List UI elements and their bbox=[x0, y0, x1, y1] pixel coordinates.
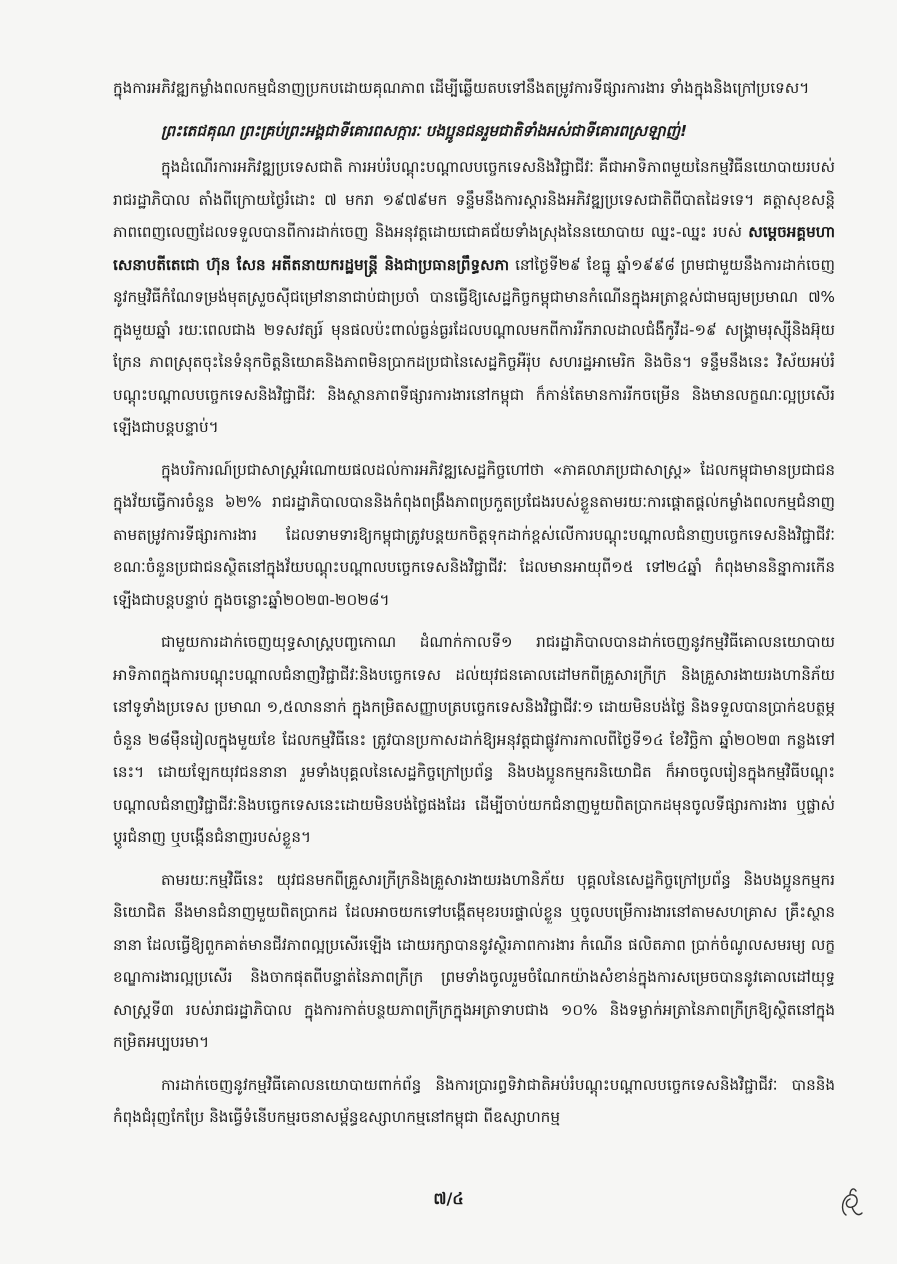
paragraph-5: តាមរយៈកម្មវិធីនេះ យុវជនមកពីគ្រួសារក្រីក្រនិងគ្រួសារងាយរងហានិភ័យ បុគ្គលនៃសេដ្ឋកិច្ចក្រៅប្រព័ន្ធ និងបងប្អូនកម្មករនិយោជិត នឹងមានជំនាញមួយពិតប្រាកដ ដែលអាចយកទៅបង្កើតមុខរបរផ្ទាល់ខ្លួន ឬចូលបម្រើការងារនៅតាមសហគ្រាស គ្រឹះស្ថាននានា ដែលធ្វើឱ្យពួកគាត់មានជីវភាពល្អប្រសើរឡើង ដោយរក្សាបាននូវស្ថិរភាពការងារ កំណើន ផលិតភាព ប្រាក់ចំណូលសមរម្យ លក្ខខណ្ឌការងារល្អប្រសើរ និងចាកផុតពីបន្ទាត់នៃភាពក្រីក្រ ព្រមទាំងចូលរួមចំណែកយ៉ាងសំខាន់ក្នុងការសម្រេចបាននូវគោលដៅយុទ្ធសាស្ត្រទី៣ របស់រាជរដ្ឋាភិបាល ក្នុងការកាត់បន្ថយភាពក្រីក្រក្នុងអត្រាទាបជាង ១០% និងទម្លាក់អត្រានៃភាពក្រីក្រឱ្យស្ថិតនៅក្នុងកម្រិតអប្បបរមា។ bbox=[113, 870, 835, 1051]
paragraph-2-start: ក្នុងដំណើរការអភិវឌ្ឍប្រទេសជាតិ ការអប់រំបណ្តុះបណ្តាលបច្ចេកទេសនិងវិជ្ជាជីវៈ គឺជាអាទិភាពមួយនៃកម្មវិធីនយោបាយរបស់រាជរដ្ឋាភិបាល តាំងពីក្រោយថ្ងៃរំដោះ ៧ មករា ១៩៧៩មក ទន្ទឹមនឹងការស្តារនិងអភិវឌ្ឍប្រទេសជាតិពីបាតដៃទទេ។ គត្តាសុខសន្តិភាពពេញលេញដែលទទួលបានពីការដាក់ចេញ និងអនុវត្តដោយជោគជ័យទាំងស្រុងនៃនយោបាយ ឈ្នះ-ឈ្នះ របស់ bbox=[113, 158, 835, 241]
paragraph-4: ជាមួយការដាក់ចេញយុទ្ធសាស្ត្របញ្ចកោណ ដំណាក់កាលទី១ រាជរដ្ឋាភិបាលបានដាក់ចេញនូវកម្មវិធីគោលនយោបាយអាទិភាពក្នុងការបណ្តុះបណ្តាលជំនាញវិជ្ជាជីវៈនិងបច្ចេកទេស ដល់យុវជនគោលដៅមកពីគ្រួសារក្រីក្រ និងគ្រួសារងាយរងហានិភ័យនៅទូទាំងប្រទេស ប្រមាណ ១,៥លាននាក់ ក្នុងកម្រិតសញ្ញាបត្របច្ចេកទេសនិងវិជ្ជាជីវៈ១ ដោយមិនបង់ថ្លៃ និងទទួលបានប្រាក់ឧបត្ថម្ភចំនួន ២៨ម៉ឺនរៀលក្នុងមួយខែ ដែលកម្មវិធីនេះ ត្រូវបានប្រកាសដាក់ឱ្យអនុវត្តជាផ្លូវការកាលពីថ្ងៃទី១៤ ខែវិច្ឆិកា ឆ្នាំ២០២៣ កន្លងទៅនេះ។ ដោយឡែកយុវជននានា រួមទាំងបុគ្គលនៃសេដ្ឋកិច្ចក្រៅប្រព័ន្ធ និងបងប្អូនកម្មករនិយោជិត ក៏អាចចូលរៀនក្នុងកម្មវិធីបណ្តុះបណ្តាលជំនាញវិជ្ជាជីវៈនិងបច្ចេកទេសនេះដោយមិនបង់ថ្លៃផងដែរ ដើម្បីចាប់យកជំនាញមួយពិតប្រាកដមុនចូលទីផ្សារការងារ ឬផ្លាស់ប្តូរជំនាញ ឬបង្កើនជំនាញរបស់ខ្លួន។ bbox=[113, 633, 835, 846]
page-number: ៧/៤ bbox=[433, 1189, 464, 1208]
paragraph-3: ក្នុងបរិការណ៍ប្រជាសាស្ត្រអំណោយផលដល់ការអភិវឌ្ឍសេដ្ឋកិច្ចហៅថា «ភាគលាភប្រជាសាស្ត្រ» ដែលកម្ពុជាមានប្រជាជនក្នុងវ័យធ្វើការចំនួន ៦២% រាជរដ្ឋាភិបាលបាននិងកំពុងពង្រឹងភាពប្រកួតប្រជែងរបស់ខ្លួនតាមរយៈការផ្តោតផ្តល់កម្លាំងពលកម្មជំនាញតាមតម្រូវការទីផ្សារការងារ ដែលទាមទារឱ្យកម្ពុជាត្រូវបន្តយកចិត្តទុកដាក់ខ្ពស់លើការបណ្តុះបណ្តាលជំនាញបច្ចេកទេសនិងវិជ្ជាជីវៈ ខណៈចំនួនប្រជាជនស្ថិតនៅក្នុងវ័យបណ្តុះបណ្តាលបច្ចេកទេសនិងវិជ្ជាជីវៈ ដែលមានអាយុពី១៥ ទៅ២៤ឆ្នាំ កំពុងមាននិន្នាការកើនឡើងជាបន្តបន្ទាប់ ក្នុងចន្លោះឆ្នាំ២០២៣-២០២៨។ bbox=[113, 460, 835, 609]
paragraph-2-end: នៅថ្ងៃទី២៩ ខែធ្នូ ឆ្នាំ១៩៩៨ ព្រមជាមួយនឹងការដាក់ចេញនូវកម្មវិធីកំណែទម្រង់មុតស្រួចស៊ីជម្រៅនានាជាប់ជាប្រចាំ បានធ្វើឱ្យសេដ្ឋកិច្ចកម្ពុជាមានកំណើនក្នុងអត្រាខ្ពស់ជាមធ្យមប្រមាណ ៧% ក្នុងមួយឆ្នាំ រយៈពេលជាង ២ទសវត្សរ៍ មុនផលប៉ះពាល់ធ្ងន់ធ្ងរដែលបណ្តាលមកពីការរីករាលដាលជំងឺកូវីដ-១៩ សង្គ្រាមរុស្ស៊ីនិងអ៊ុយក្រែន ភាពស្រុតចុះនៃទំនុកចិត្តនិយោគនិងភាពមិនប្រាកដប្រជានៃសេដ្ឋកិច្ចអឺរ៉ុប សហរដ្ឋអាមេរិក និងចិន។ ទន្ទឹមនឹងនេះ វិស័យអប់រំបណ្តុះបណ្តាលបច្ចេកទេសនិងវិជ្ជាជីវៈ និងស្ថានភាពទីផ្សារការងារនៅកម្ពុជា ក៏កាន់តែមានការរីកចម្រើន និងមានលក្ខណៈល្អប្រសើរឡើងជាបន្តបន្ទាប់។ bbox=[113, 255, 835, 436]
paragraph-2 bbox=[113, 151, 835, 444]
motto-line: ព្រះតេជគុណ ព្រះគ្រប់ព្រះអង្គជាទីគោរពសក្ការៈ បងប្អូនជនរួមជាតិទាំងអស់ជាទីគោរពស្រឡាញ់! bbox=[161, 121, 688, 140]
paragraph-1: ក្នុងការអភិវឌ្ឍកម្លាំងពលកម្មជំនាញប្រកបដោយគុណភាព ដើម្បីឆ្លើយតបទៅនឹងតម្រូវការទីផ្សារការងារ ទាំងក្នុងនិងក្រៅប្រទេស។ bbox=[113, 79, 810, 97]
body-text bbox=[113, 72, 835, 1144]
paragraph-6: ការដាក់ចេញនូវកម្មវិធីគោលនយោបាយពាក់ព័ន្ធ និងការប្រារព្ធទិវាជាតិអប់រំបណ្តុះបណ្តាលបច្ចេកទេសនិងវិជ្ជាជីវៈ បាននិងកំពុងជំរុញកែប្រែ និងធ្វើទំនើបកម្មរចនាសម្ព័ន្ធឧស្សាហកម្មនៅកម្ពុជា ពីឧស្សាហកម្ម bbox=[113, 1075, 835, 1126]
paragraph-2-title: សម្តេចអគ្គមហាសេនាបតីតេជោ ហ៊ុន សែន អតីតនាយករដ្ឋមន្ត្រី និងជាប្រធានព្រឹទ្ធសភា bbox=[113, 223, 835, 274]
signature-mark bbox=[836, 1183, 866, 1223]
